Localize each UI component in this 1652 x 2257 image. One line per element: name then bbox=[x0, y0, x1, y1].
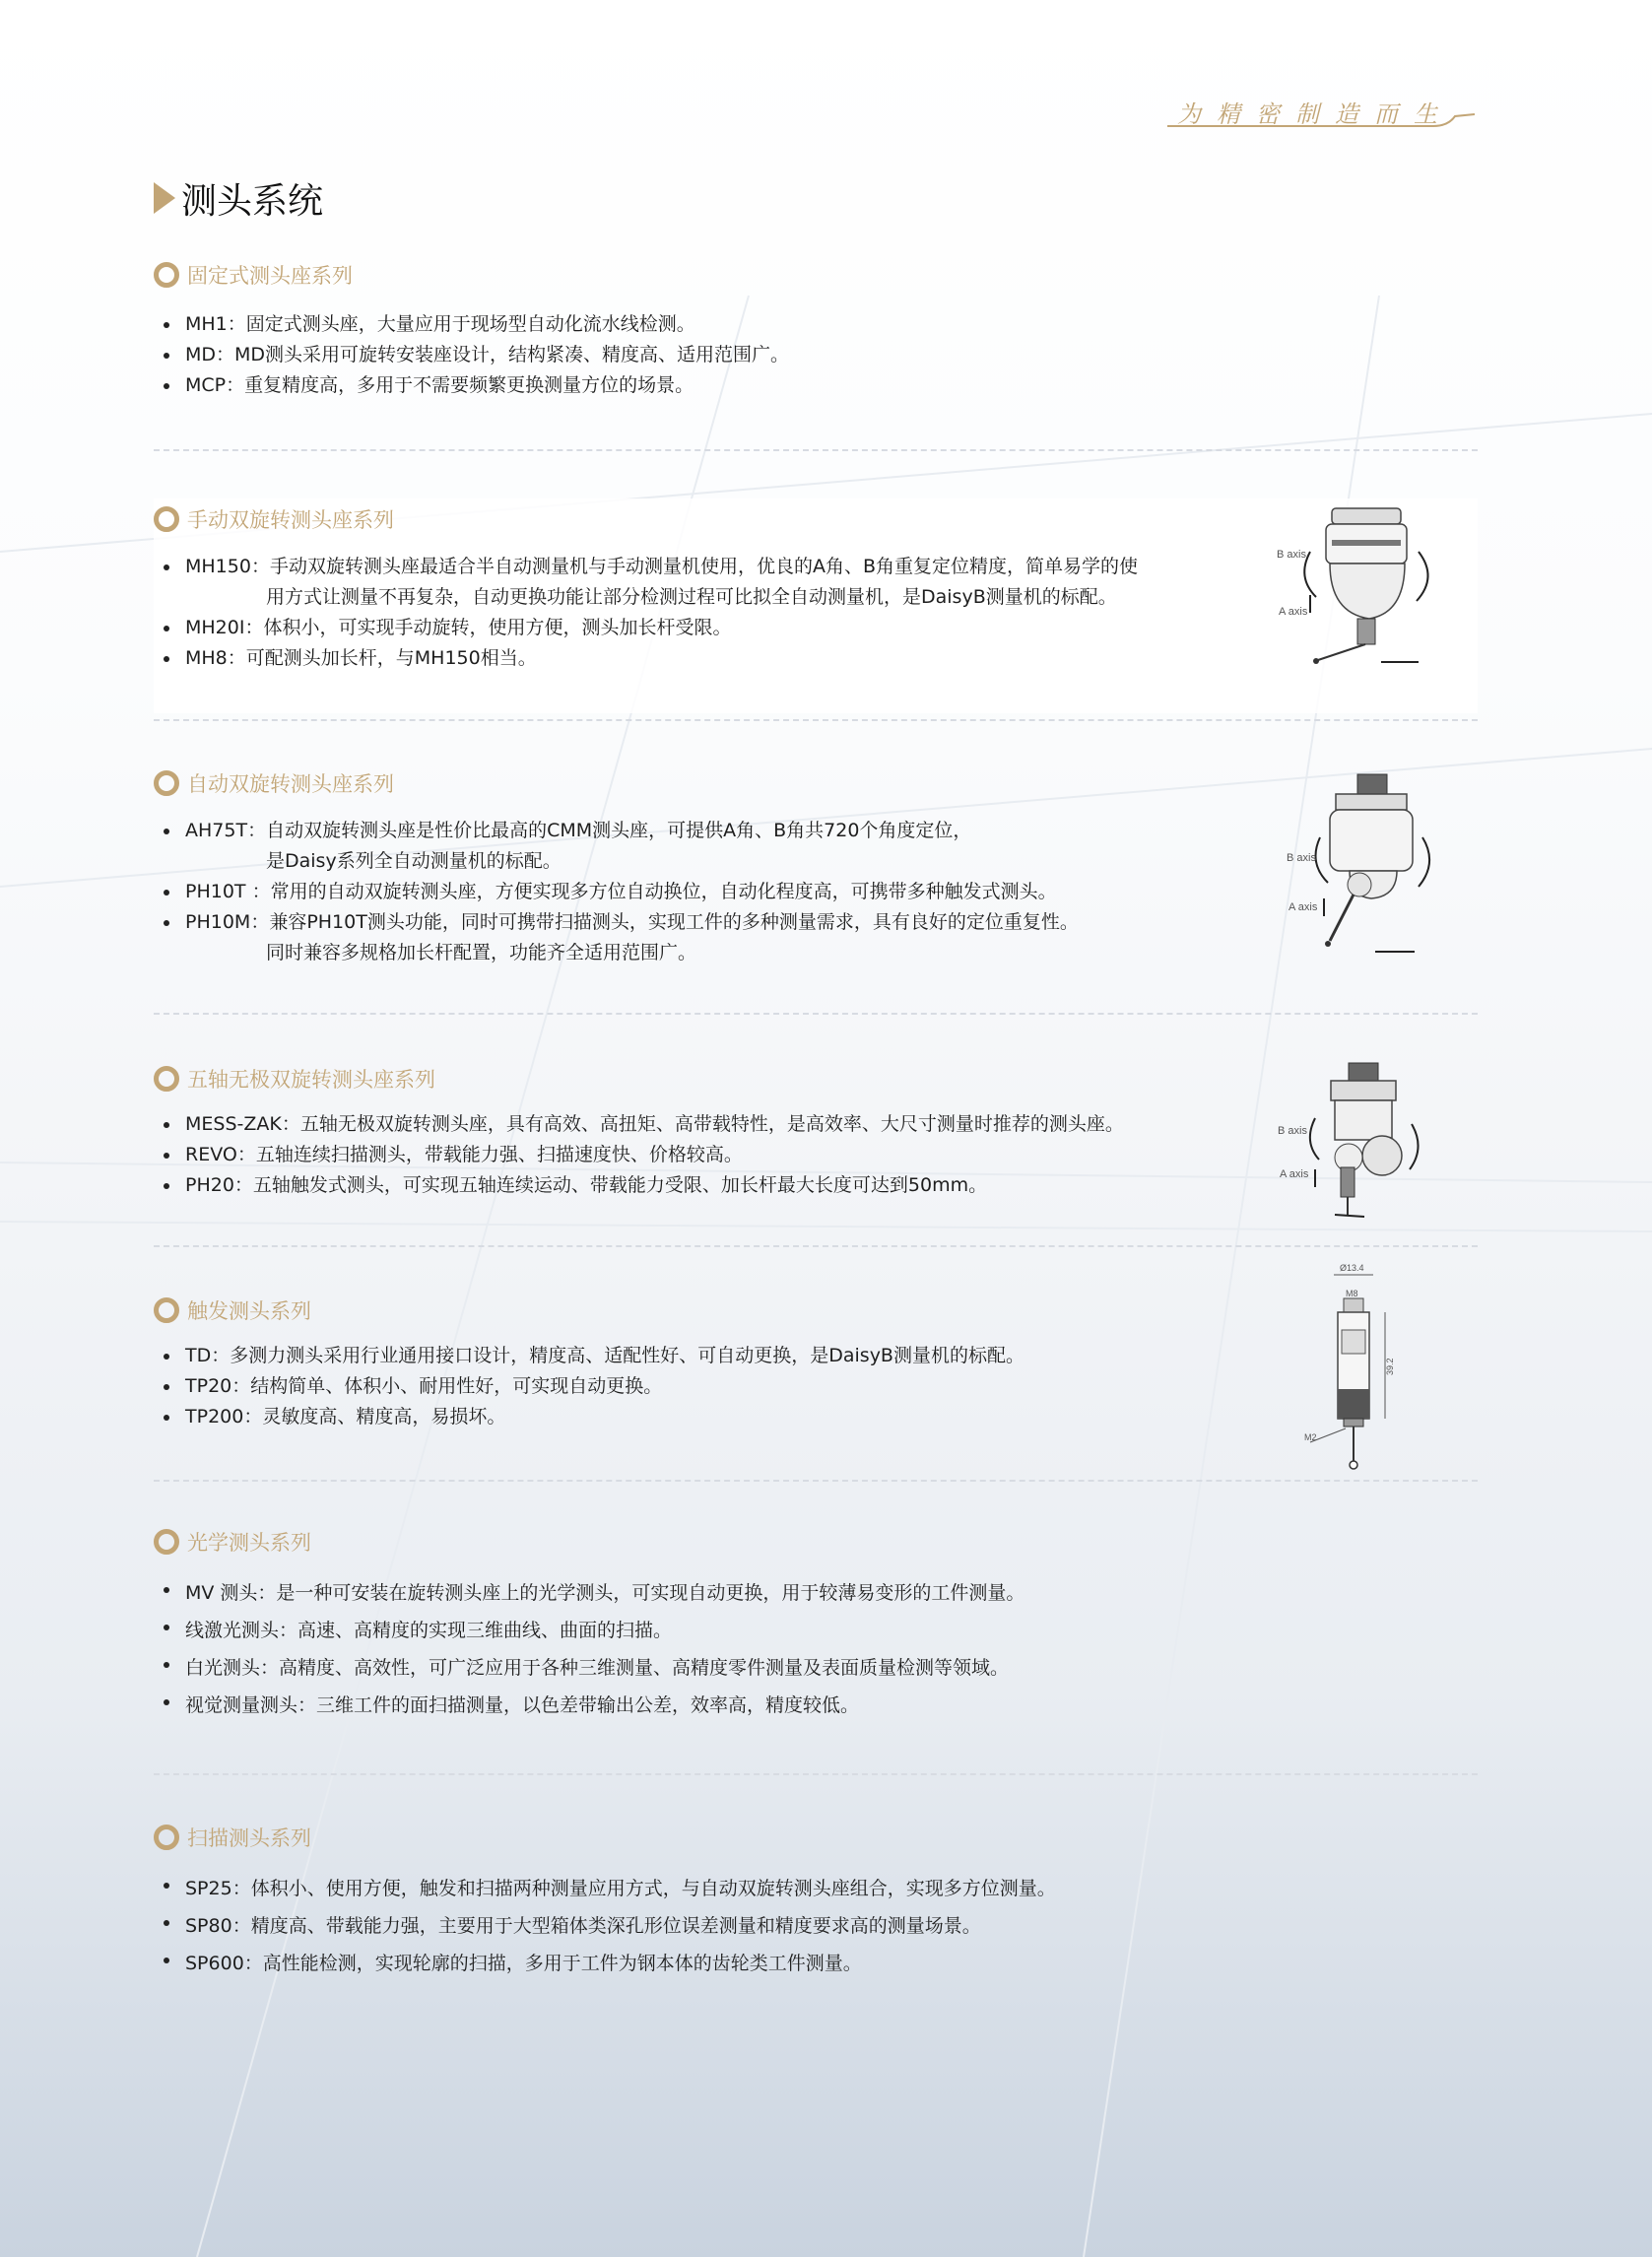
list-item: SP25：体积小、使用方便，触发和扫描两种测量应用方式，与自动双旋转测头座组合，实现多方位测量。 bbox=[164, 1870, 1346, 1907]
list-item bbox=[164, 552, 1277, 613]
section-title: 自动双旋转测头座系列 bbox=[187, 772, 394, 796]
list-item: TD：多测力测头采用行业通用接口设计，精度高、适配性好、可自动更换，是DaisyB测量机的标配。 bbox=[164, 1341, 1277, 1371]
list-item: MCP：重复精度高，多用于不需要频繁更换测量方位的场景。 bbox=[164, 370, 789, 401]
a-axis-label: A axis bbox=[1280, 1168, 1309, 1180]
section-divider bbox=[154, 1013, 1478, 1015]
section-heading bbox=[154, 1064, 435, 1094]
item-text-continued: 同时兼容多规格加长杆配置，功能齐全适用范围广。 bbox=[266, 942, 697, 963]
section-title: 固定式测头座系列 bbox=[187, 264, 353, 288]
ring-bullet-icon bbox=[154, 1825, 179, 1850]
page-title-text: 测头系统 bbox=[181, 180, 324, 222]
title-triangle-icon bbox=[154, 182, 175, 214]
list-item bbox=[164, 907, 1277, 968]
item-list bbox=[164, 1574, 1346, 1724]
probe-head-image-ah75t bbox=[1281, 768, 1448, 965]
list-item: PH10T ：常用的自动双旋转测头座，方便实现多方位自动换位，自动化程度高，可携带多种触发式测头。 bbox=[164, 877, 1277, 907]
tip-label: M2 bbox=[1304, 1432, 1317, 1442]
item-list bbox=[164, 1870, 1346, 1982]
touch-probe-drawing bbox=[1290, 1261, 1409, 1473]
b-axis-label: B axis bbox=[1278, 1125, 1307, 1137]
section-heading bbox=[154, 1823, 311, 1852]
section-heading bbox=[154, 504, 394, 534]
section-heading bbox=[154, 260, 353, 290]
section-touch-trigger bbox=[154, 1295, 1478, 1443]
length-label: 39.2 bbox=[1385, 1358, 1395, 1375]
section-scanning bbox=[154, 1823, 1478, 1980]
item-list bbox=[164, 1341, 1277, 1432]
item-text: AH75T：自动双旋转测头座是性价比最高的CMM测头座，可提供A角、B角共720个角度定位， bbox=[185, 820, 972, 841]
list-item: MH1：固定式测头座，大量应用于现场型自动化流水线检测。 bbox=[164, 309, 789, 340]
section-divider bbox=[154, 1245, 1478, 1247]
ring-bullet-icon bbox=[154, 262, 179, 288]
probe-head-image-five-axis bbox=[1276, 1059, 1443, 1227]
list-item: PH20：五轴触发式测头，可实现五轴连续运动、带载能力受限、加长杆最大长度可达到50mm。 bbox=[164, 1170, 1277, 1201]
section-title: 五轴无极双旋转测头座系列 bbox=[187, 1068, 435, 1092]
ring-bullet-icon bbox=[154, 1297, 179, 1323]
section-heading bbox=[154, 1295, 311, 1325]
item-text: PH10M：兼容PH10T测头功能，同时可携带扫描测头，实现工件的多种测量需求，具有良好的定位重复性。 bbox=[185, 911, 1079, 933]
probe-head-image-mh150 bbox=[1271, 502, 1448, 675]
section-title: 触发测头系列 bbox=[187, 1299, 311, 1323]
list-item: 白光测头：高精度、高效性，可广泛应用于各种三维测量、高精度零件测量及表面质量检测等领域。 bbox=[164, 1649, 1346, 1687]
thread-label: M8 bbox=[1346, 1289, 1358, 1298]
list-item: SP80：精度高、带载能力强，主要用于大型箱体类深孔形位误差测量和精度要求高的测量场景。 bbox=[164, 1907, 1346, 1945]
item-text-continued: 用方式让测量不再复杂，自动更换功能让部分检测过程可比拟全自动测量机，是DaisyB测量机的标配。 bbox=[266, 586, 1117, 608]
tagline-underline bbox=[1167, 110, 1475, 130]
b-axis-label: B axis bbox=[1277, 549, 1306, 561]
list-item: MV 测头：是一种可安装在旋转测头座上的光学测头，可实现自动更换，用于较薄易变形的工件测量。 bbox=[164, 1574, 1346, 1612]
page-title bbox=[154, 173, 323, 223]
a-axis-label: A axis bbox=[1289, 901, 1318, 913]
section-divider bbox=[154, 449, 1478, 451]
section-optical bbox=[154, 1527, 1478, 1724]
item-text: MH150：手动双旋转测头座最适合半自动测量机与手动测量机使用，优良的A角、B角重复定位精度，简单易学的使 bbox=[185, 556, 1138, 577]
list-item: MH8：可配测头加长杆，与MH150相当。 bbox=[164, 643, 1277, 674]
list-item: MESS-ZAK：五轴无极双旋转测头座，具有高效、高扭矩、高带载特性，是高效率、大尺寸测量时推荐的测头座。 bbox=[164, 1109, 1277, 1140]
list-item: MD：MD测头采用可旋转安装座设计，结构紧凑、精度高、适用范围广。 bbox=[164, 340, 789, 370]
list-item: TP20：结构简单、体积小、耐用性好，可实现自动更换。 bbox=[164, 1371, 1277, 1402]
item-list bbox=[164, 309, 789, 401]
list-item: REVO：五轴连续扫描测头，带载能力强、扫描速度快、价格较高。 bbox=[164, 1140, 1277, 1170]
a-axis-label: A axis bbox=[1279, 606, 1308, 618]
section-divider bbox=[154, 719, 1478, 721]
ring-bullet-icon bbox=[154, 1066, 179, 1092]
section-title: 手动双旋转测头座系列 bbox=[187, 508, 394, 532]
ring-bullet-icon bbox=[154, 770, 179, 796]
section-divider bbox=[154, 1773, 1478, 1775]
list-item: 线激光测头：高速、高精度的实现三维曲线、曲面的扫描。 bbox=[164, 1612, 1346, 1649]
list-item: 视觉测量测头：三维工件的面扫描测量，以色差带输出公差，效率高，精度较低。 bbox=[164, 1687, 1346, 1724]
list-item bbox=[164, 816, 1277, 877]
section-divider bbox=[154, 1480, 1478, 1482]
header-tagline: 为精密制造而生 bbox=[1177, 100, 1453, 128]
item-list bbox=[164, 1109, 1277, 1201]
item-list bbox=[164, 816, 1277, 968]
section-fixed-heads bbox=[154, 260, 1478, 408]
b-axis-label: B axis bbox=[1287, 852, 1316, 864]
section-heading bbox=[154, 1527, 311, 1557]
ring-bullet-icon bbox=[154, 506, 179, 532]
section-title: 光学测头系列 bbox=[187, 1531, 311, 1555]
list-item: TP200：灵敏度高、精度高，易损坏。 bbox=[164, 1402, 1277, 1432]
item-text-continued: 是Daisy系列全自动测量机的标配。 bbox=[266, 850, 562, 872]
item-list bbox=[164, 552, 1277, 674]
ring-bullet-icon bbox=[154, 1529, 179, 1555]
list-item: SP600：高性能检测，实现轮廓的扫描，多用于工件为钢本体的齿轮类工件测量。 bbox=[164, 1945, 1346, 1982]
list-item: MH20I：体积小，可实现手动旋转，使用方便，测头加长杆受限。 bbox=[164, 613, 1277, 643]
section-heading bbox=[154, 768, 394, 798]
section-auto-rotation bbox=[154, 768, 1478, 975]
section-title: 扫描测头系列 bbox=[187, 1826, 311, 1850]
diameter-label: Ø13.4 bbox=[1340, 1263, 1364, 1273]
